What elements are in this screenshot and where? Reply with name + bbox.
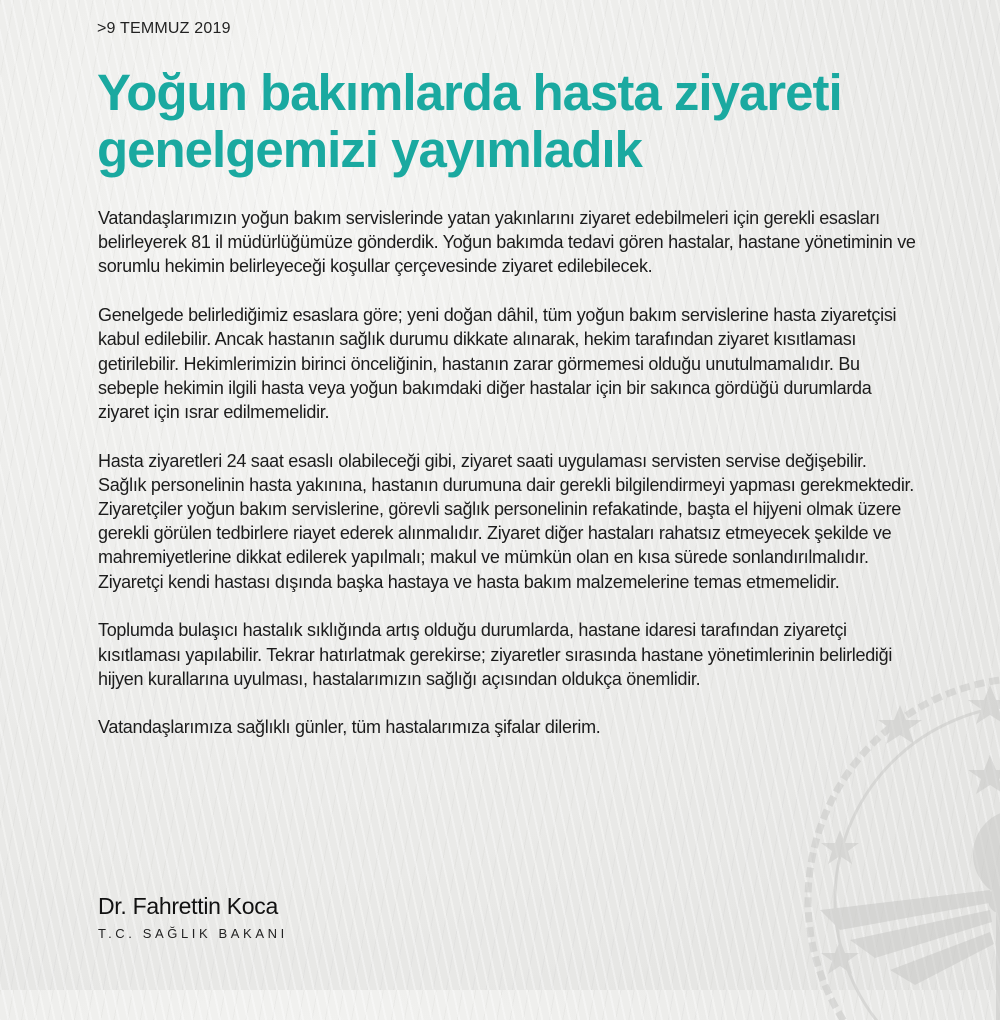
date-label: >9 TEMMUZ 2019 bbox=[97, 20, 231, 37]
signature-block bbox=[98, 893, 288, 941]
paragraph-2: Genelgede belirlediğimiz esaslara göre; yeni doğan dâhil, tüm yoğun bakım servislerine hasta ziyaretçisi kabul edilebilir. Ancak hastanın sağlık durumu dikkate alınarak, hekim tarafından ziyaret kısıtlaması getirilebilir. Hekimlerimizin birinci önceliğinin, hastanın zarar görmemesi olduğu unutulmamalıdır. Bu sebeple hekimin ilgili hasta veya yoğun bakımdaki diğer hastalar için bir sakınca gördüğü durumlarda ziyaret için ısrar edilmemelidir. bbox=[98, 305, 897, 422]
title-line-2: genelgemizi yayımladık bbox=[97, 121, 642, 178]
paragraph-3: Hasta ziyaretleri 24 saat esaslı olabileceği gibi, ziyaret saati uygulaması servisten servise değişebilir. Sağlık personelinin hasta yakınına, hastanın durumuna dair gerekli bilgilendirmeyi yapması gerekmektedir. Ziyaretçiler yoğun bakım servislerine, görevli sağlık personelinin refakatinde, başta el hijyeni olmak üzere gerekli görülen tedbirlere riayet ederek alınmalıdır. Ziyaret diğer hastaları rahatsız etmeyecek şekilde ve mahremiyetlerine dikkat edilerek yapılmalı; makul ve mümkün olan en kısa sürede sonlandırılmalıdır. Ziyaretçi kendi hastası dışında başka hastaya ve hasta bakım malzemelerine temas etmemelidir. bbox=[98, 450, 914, 592]
paragraph-1: Vatandaşlarımızın yoğun bakım servislerinde yatan yakınlarını ziyaret edebilmeleri için gerekli esasları belirleyerek 81 il müdürlüğümüze gönderdik. Yoğun bakımda tedavi gören hastalar, hastane yönetiminin ve sorumlu hekimin belirleyeceği koşullar çerçevesinde ziyaret edilebilecek. bbox=[98, 208, 916, 277]
paragraph-5: Vatandaşlarımıza sağlıklı günler, tüm hastalarımıza şifalar dilerim. bbox=[98, 717, 601, 738]
signature-name: Dr. Fahrettin Koca bbox=[98, 893, 278, 919]
paragraph-4: Toplumda bulaşıcı hastalık sıklığında artış olduğu durumlarda, hastane idaresi tarafından ziyaretçi kısıtlaması yapılabilir. Tekrar hatırlatmak gerekirse; ziyaretler sırasında hastane yönetimlerinin belirlediği hijyen kurallarına uyulması, hastalarımızın sağlığı açısından oldukça önemlidir. bbox=[98, 620, 893, 689]
page-title bbox=[97, 64, 917, 178]
ministry-emblem-icon bbox=[780, 640, 1000, 1020]
title-line-1: Yoğun bakımlarda hasta ziyareti bbox=[97, 64, 842, 121]
signature-role: T.C. SAĞLIK BAKANI bbox=[98, 926, 288, 941]
